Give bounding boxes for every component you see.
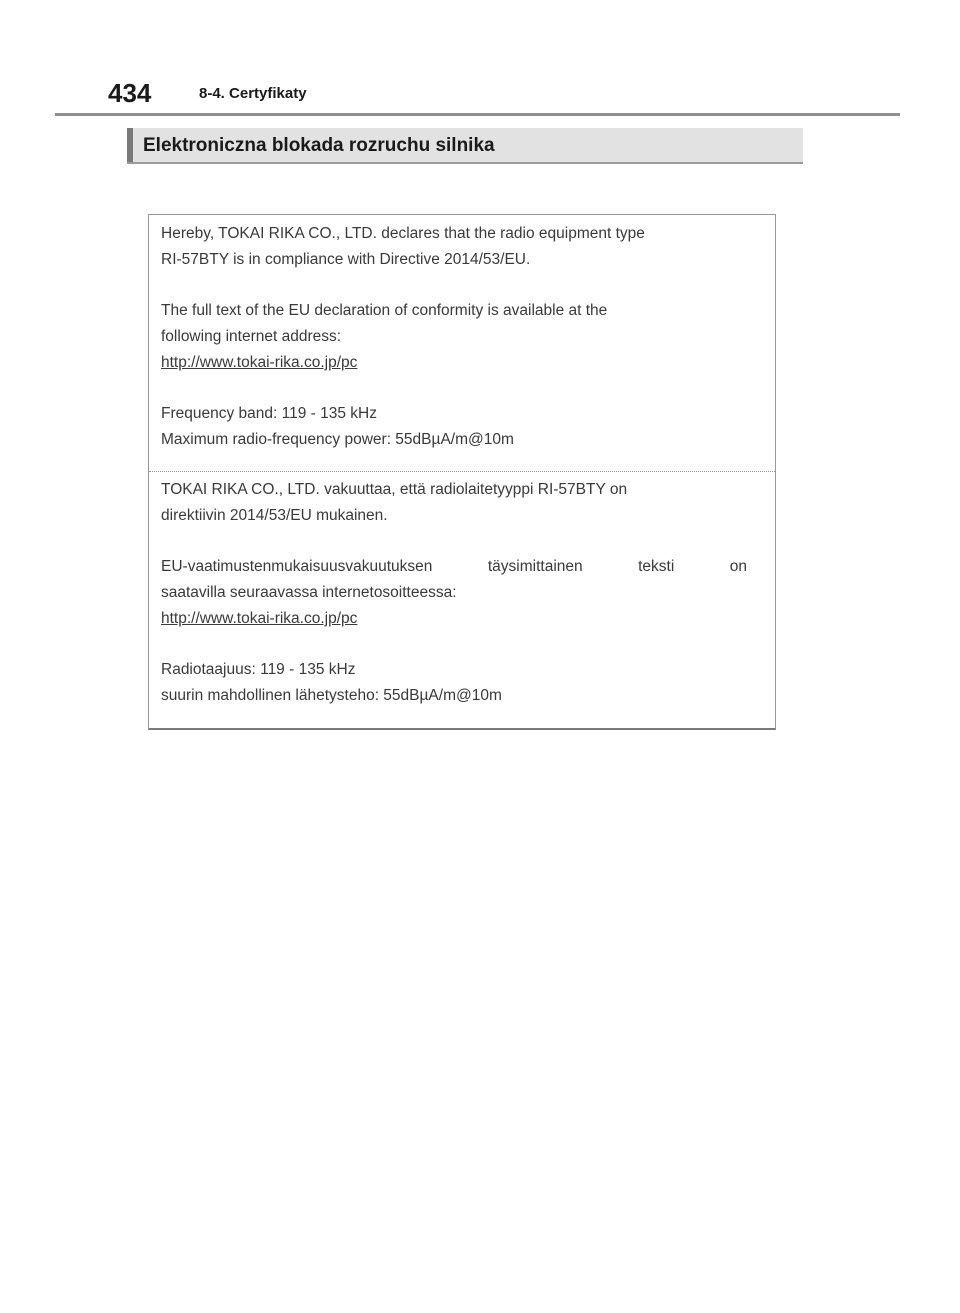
frequency-band: Frequency band: 119 - 135 kHz <box>161 405 377 422</box>
section-banner <box>127 128 803 164</box>
fulltext-line-1 <box>161 554 747 580</box>
certificate-english <box>149 221 775 453</box>
section-divider <box>149 471 775 472</box>
fulltext-line-2: following internet address: <box>161 328 342 345</box>
declaration-line-1: Hereby, TOKAI RIKA CO., LTD. declares that the radio equipment type <box>161 225 645 242</box>
declaration-line-1: TOKAI RIKA CO., LTD. vakuuttaa, että radiolaitetyyppi RI-57BTY on <box>161 481 628 498</box>
banner-accent <box>127 128 133 162</box>
declaration-line-2: direktiivin 2014/53/EU mukainen. <box>161 507 388 524</box>
fulltext-line-1: The full text of the EU declaration of conformity is available at the <box>161 302 608 319</box>
max-power: Maximum radio-frequency power: 55dBµA/m@10m <box>161 431 514 448</box>
header-rule <box>55 113 900 116</box>
fulltext-word: on <box>729 558 747 575</box>
fulltext-line-2: saatavilla seuraavassa internetosoitteessa: <box>161 584 457 601</box>
fulltext-word: EU-vaatimustenmukaisuusvakuutuksen <box>161 558 433 575</box>
certificate-box <box>148 214 776 730</box>
declaration-url-link[interactable]: http://www.tokai-rika.co.jp/pc <box>161 354 358 371</box>
frequency-band: Radiotaajuus: 119 - 135 kHz <box>161 661 356 678</box>
page-header <box>108 78 900 112</box>
spacer <box>161 273 747 298</box>
fulltext-word: teksti <box>638 558 675 575</box>
spacer <box>161 632 747 657</box>
section-label: 8-4. Certyfikaty <box>199 85 307 102</box>
fulltext-word: täysimittainen <box>487 558 583 575</box>
certificate-finnish <box>149 477 775 709</box>
page-number: 434 <box>108 78 152 108</box>
declaration-url-link[interactable]: http://www.tokai-rika.co.jp/pc <box>161 610 358 627</box>
banner-title: Elektroniczna blokada rozruchu silnika <box>143 135 495 156</box>
max-power: suurin mahdollinen lähetysteho: 55dBµA/m@10m <box>161 687 502 704</box>
spacer <box>161 529 747 554</box>
declaration-line-2: RI-57BTY is in compliance with Directive 2014/53/EU. <box>161 251 531 268</box>
spacer <box>161 376 747 401</box>
